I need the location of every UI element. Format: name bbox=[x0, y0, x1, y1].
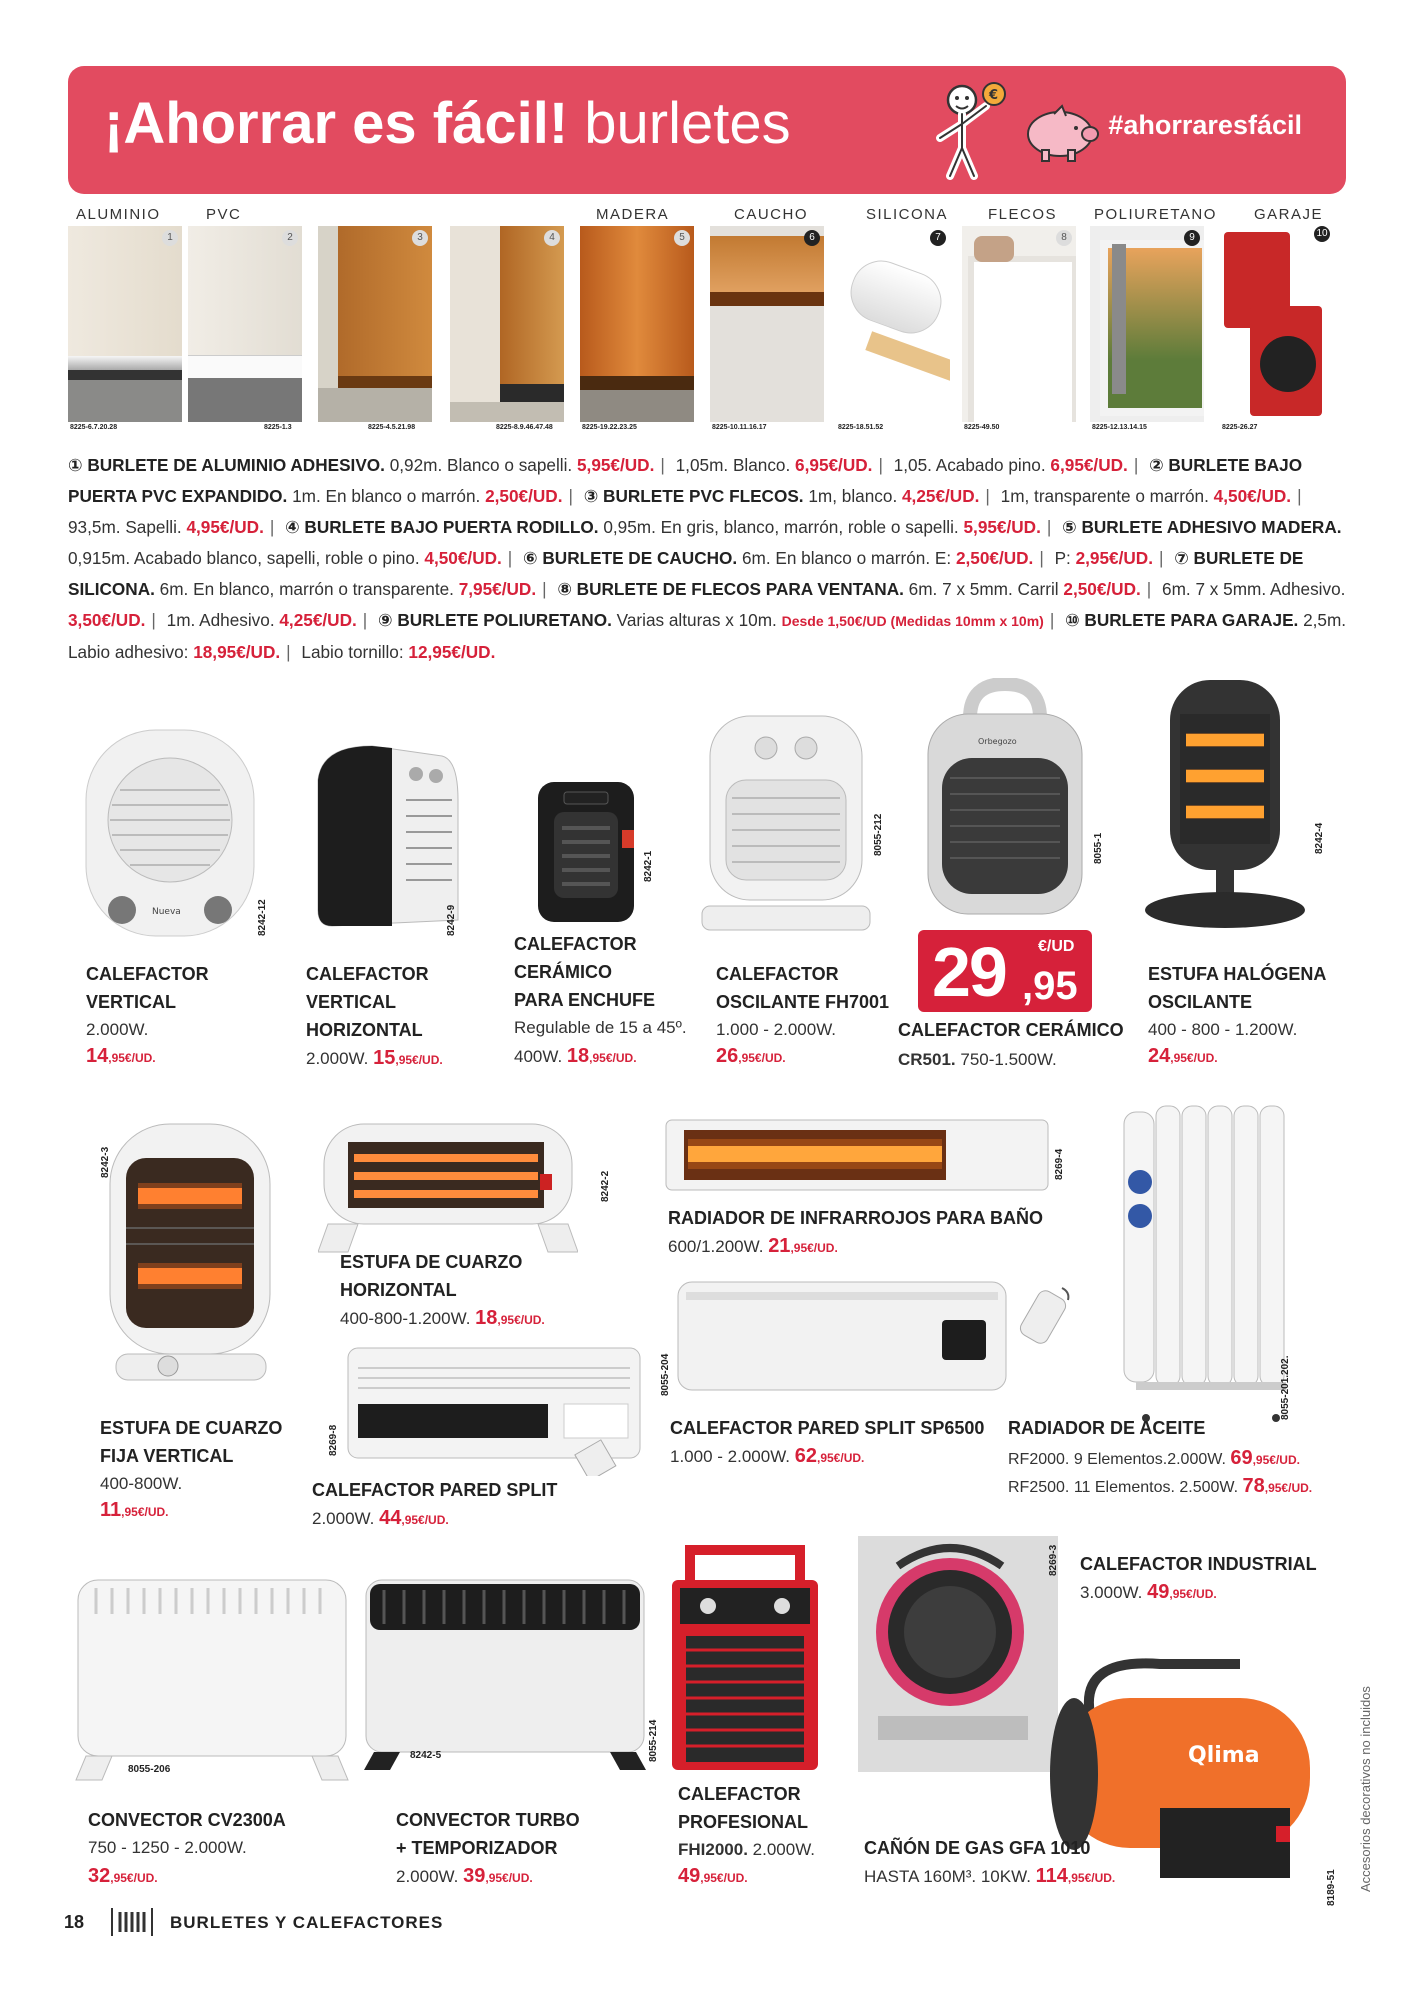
product-spec-line bbox=[1008, 1472, 1312, 1502]
price-dec: ,95€/UD. bbox=[395, 1053, 443, 1067]
product-spec: RF2500. 11 Elementos. 2.500W. bbox=[1008, 1479, 1243, 1496]
item-price: Desde 1,50€/UD (Medidas 10mm x 10m) bbox=[781, 613, 1044, 629]
thumb-number: 8 bbox=[1056, 230, 1072, 246]
product-name: CALEFACTOR PARED SPLIT SP6500 bbox=[670, 1418, 985, 1438]
price-dec: ,95€/UD. bbox=[1067, 1871, 1116, 1885]
product-code: 8055-204 bbox=[660, 1353, 671, 1396]
convector-cv2300a-image bbox=[72, 1574, 352, 1786]
product-spec: HASTA 160M³. 10KW. bbox=[864, 1867, 1036, 1886]
brand-logo: Orbegozo bbox=[978, 737, 1017, 746]
product-name: CALEFACTOR CERÁMICO PARA ENCHUFE bbox=[514, 934, 656, 1010]
price-dec: ,95 bbox=[1022, 964, 1078, 1008]
item-name: ⑦ BURLETE DE SILICONA. bbox=[68, 548, 1304, 599]
thumb-number: 6 bbox=[804, 230, 820, 246]
product-price bbox=[716, 1042, 786, 1072]
product-price bbox=[100, 1496, 169, 1526]
brand-logo: Nueva bbox=[152, 907, 181, 917]
product-name: ESTUFA HALÓGENA OSCILANTE bbox=[1148, 964, 1327, 1012]
product-spec: 2.000W. bbox=[306, 1049, 374, 1068]
section-title: BURLETES Y CALEFACTORES bbox=[170, 1913, 444, 1932]
item-name: ② BURLETE BAJO PUERTA PVC EXPANDIDO. bbox=[68, 455, 1303, 506]
price-dec: ,95€/UD. bbox=[1252, 1453, 1300, 1467]
banner-title-bold: ¡Ahorrar es fácil! bbox=[104, 91, 569, 156]
product-spec: 2.000W. bbox=[86, 1020, 149, 1039]
product-code: 8055-1 bbox=[1093, 832, 1104, 864]
product-code: 8225-19.22.23.25 bbox=[582, 424, 637, 431]
price-int: 78 bbox=[1242, 1475, 1265, 1497]
item-text: 2,5m. Labio adhesivo: bbox=[68, 610, 1347, 662]
price-int: 24 bbox=[1148, 1045, 1171, 1067]
product-spec-line bbox=[514, 1042, 637, 1072]
price-dec: ,95€/UD. bbox=[589, 1051, 637, 1065]
remote-control-icon bbox=[1018, 1282, 1078, 1352]
product-name: CALEFACTOR INDUSTRIAL bbox=[1080, 1554, 1317, 1574]
oil-radiator-image bbox=[1116, 1092, 1302, 1422]
product-spec-line bbox=[1080, 1578, 1217, 1608]
product-price bbox=[678, 1862, 748, 1892]
heater-ceramic-image bbox=[920, 678, 1090, 922]
price-dec: ,95€/UD. bbox=[738, 1051, 786, 1065]
product-spec: 750-1.500W. bbox=[955, 1050, 1057, 1069]
item-text: 93,5m. Sapelli. bbox=[68, 517, 187, 537]
price-int: 32 bbox=[88, 1865, 111, 1887]
price-int: 39 bbox=[463, 1865, 486, 1887]
price-int: 49 bbox=[1147, 1581, 1170, 1603]
product-code: 8242-3 bbox=[100, 1146, 111, 1178]
burletes-description: ① BURLETE DE ALUMINIO ADHESIVO. 0,92m. Blanco o sapelli. 5,95€/UD. | 1,05m. Blanco. 6,95€/UD. | 1,05. Acabado pino. 6,95€/UD. | ② BURLETE BAJO PUERTA PVC EXPANDIDO. 1m. En blanco o marrón. 2,50€/UD. | ③ BURLETE PVC FLECOS. 1m, blanco. 4,25€/UD. | 1m, transparente o marrón. 4,50€/UD. | 93,5m. Sapelli. 4,95€/UD. | ④ BURLETE BAJO PUERTA RODILLO. 0,95m. En gris, blanco, marrón, roble o sapelli. 5,95€/UD. | ⑤ BURLETE ADHESIVO MADERA. 0,915m. Acabado blanco, sapelli, roble o pino. 4,50€/UD. | ⑥ BURLETE DE CAUCHO. 6m. En blanco o marrón. E: 2,50€/UD. | P: 2,95€/UD. | ⑦ BURLETE DE SILICONA. 6m. En blanco, marrón o transparente. 7,95€/UD. | ⑧ BURLETE DE FLECOS PARA VENTANA. 6m. 7 x 5mm. Carril 2,50€/UD. | 6m. 7 x 5mm. Adhesivo. 3,50€/UD. | 1m. Adhesivo. 4,25€/UD. | ⑨ BURLETE POLIURETANO. Varias alturas x 10m. Desde 1,50€/UD (Medidas 10mm x 10m) | ⑩ BURLETE PARA GARAJE. 2,5m. Labio adhesivo: 18,95€/UD. | Labio tornillo: 12,95€/UD. bbox=[68, 455, 1347, 662]
mascot-icon bbox=[928, 76, 1028, 184]
item-price: 5,95€/UD. bbox=[576, 455, 655, 475]
heater-plug-image bbox=[534, 778, 638, 928]
thumb-flecos bbox=[962, 226, 1076, 422]
item-name: ① BURLETE DE ALUMINIO ADHESIVO. bbox=[68, 455, 385, 475]
product-code: 8225-1.3 bbox=[264, 424, 292, 431]
product-spec-line bbox=[396, 1862, 533, 1892]
category-label: ALUMINIO bbox=[76, 206, 161, 223]
convector-turbo-image bbox=[360, 1574, 650, 1770]
thumb-pvc bbox=[188, 226, 302, 422]
item-text: 0,92m. Blanco o sapelli. bbox=[384, 455, 577, 475]
heater-vertical-horizontal-image bbox=[312, 740, 462, 936]
product-code: 8225-8.9.46.47.48 bbox=[496, 424, 553, 431]
product-spec: 2.000W. bbox=[312, 1509, 380, 1528]
item-text: 0,95m. En gris, blanco, marrón, roble o sapelli. bbox=[598, 517, 964, 537]
product-name: CALEFACTOR VERTICAL HORIZONTAL bbox=[306, 964, 429, 1040]
product-code: 8225-12.13.14.15 bbox=[1092, 424, 1147, 431]
wall-split-image bbox=[344, 1344, 644, 1476]
product-name: ESTUFA DE CUARZO FIJA VERTICAL bbox=[100, 1418, 283, 1466]
price-dec: ,95€/UD. bbox=[817, 1451, 865, 1465]
price-int: 26 bbox=[716, 1045, 739, 1067]
price-dec: ,95€/UD. bbox=[108, 1051, 156, 1065]
product-spec: 1.000 - 2.000W. bbox=[670, 1447, 795, 1466]
product-name: RADIADOR DE ACEITE bbox=[1008, 1418, 1206, 1438]
product-spec: 400 - 800 - 1.200W. bbox=[1148, 1020, 1298, 1039]
item-name: ⑨ BURLETE POLIURETANO. bbox=[378, 610, 612, 630]
product-name: RADIADOR DE INFRARROJOS PARA BAÑO bbox=[668, 1208, 1044, 1228]
category-label: PVC bbox=[206, 206, 242, 223]
product-code: 8242-9 bbox=[446, 904, 457, 936]
category-label: GARAJE bbox=[1254, 206, 1324, 223]
product-code: 8225-49.50 bbox=[964, 424, 1000, 431]
item-price: 12,95€/UD. bbox=[408, 642, 496, 662]
item-price: 6,95€/UD. bbox=[795, 455, 873, 475]
thumb-number: 3 bbox=[412, 230, 428, 246]
product-code: 8225-18.51.52 bbox=[838, 424, 884, 431]
item-text: 1m. Adhesivo. bbox=[161, 610, 280, 630]
price-unit: €/UD bbox=[1038, 938, 1075, 955]
item-text: 1m, blanco. bbox=[803, 486, 902, 506]
item-text: 1,05m. Blanco. bbox=[670, 455, 796, 475]
product-code: 8269-4 bbox=[1054, 1148, 1065, 1180]
thumb-number: 4 bbox=[544, 230, 560, 246]
svg-text:€: € bbox=[989, 88, 999, 103]
item-price: 4,50€/UD. bbox=[1213, 486, 1292, 506]
price-dec: ,95€/UD. bbox=[121, 1505, 169, 1519]
hashtag: #ahorraresfácil bbox=[1108, 110, 1302, 140]
item-price: 18,95€/UD. bbox=[193, 642, 281, 662]
price-int: 15 bbox=[373, 1047, 396, 1069]
product-code: 8242-4 bbox=[1314, 822, 1325, 854]
price-int: 11 bbox=[100, 1499, 122, 1521]
thumb-pvc-flecos bbox=[318, 226, 432, 422]
item-text: Varias alturas x 10m. bbox=[611, 610, 782, 630]
product-spec: 600/1.200W. bbox=[668, 1237, 769, 1256]
item-text: 6m. 7 x 5mm. Adhesivo. bbox=[1157, 579, 1346, 599]
product-spec-line bbox=[340, 1304, 545, 1334]
thumb-number: 1 bbox=[162, 230, 178, 246]
product-price bbox=[86, 1042, 156, 1072]
product-name: CALEFACTOR VERTICAL bbox=[86, 964, 209, 1012]
thumb-aluminio bbox=[68, 226, 182, 422]
item-name: ⑥ BURLETE DE CAUCHO. bbox=[523, 548, 738, 568]
product-price bbox=[1148, 1042, 1218, 1072]
product-spec: 400W. bbox=[514, 1047, 567, 1066]
product-code: 8225-26.27 bbox=[1222, 424, 1258, 431]
item-text: 6m. En blanco, marrón o transparente. bbox=[154, 579, 459, 599]
item-price: 4,25€/UD. bbox=[279, 610, 357, 630]
item-name: ④ BURLETE BAJO PUERTA RODILLO. bbox=[285, 517, 599, 537]
header-banner bbox=[68, 66, 1346, 194]
thumb-number: 2 bbox=[282, 230, 298, 246]
product-spec-line bbox=[898, 1046, 1057, 1074]
heater-vertical-image bbox=[80, 720, 260, 946]
price-dec: ,95€/UD. bbox=[497, 1313, 545, 1327]
banner-title bbox=[104, 90, 791, 157]
heater-section-icon bbox=[108, 1904, 156, 1940]
product-spec: 2.000W. bbox=[396, 1867, 464, 1886]
item-text: 1m, transparente o marrón. bbox=[995, 486, 1214, 506]
product-name: CONVECTOR TURBO + TEMPORIZADOR bbox=[396, 1810, 580, 1858]
thumb-silicona bbox=[836, 226, 950, 422]
product-spec-line bbox=[678, 1836, 815, 1864]
item-text: P: bbox=[1049, 548, 1076, 568]
item-price: 2,95€/UD. bbox=[1075, 548, 1153, 568]
price-dec: ,95€/UD. bbox=[700, 1871, 748, 1885]
item-price: 5,95€/UD. bbox=[963, 517, 1041, 537]
price-int: 14 bbox=[86, 1045, 109, 1067]
category-label: POLIURETANO bbox=[1094, 206, 1217, 223]
product-code: 8055-201.202. bbox=[1280, 1355, 1291, 1420]
product-spec: 2.000W. bbox=[747, 1840, 816, 1859]
item-price: 4,95€/UD. bbox=[186, 517, 264, 537]
product-model: FHI2000. bbox=[678, 1840, 748, 1859]
category-label: FLECOS bbox=[988, 206, 1058, 223]
quartz-horizontal-image bbox=[318, 1118, 578, 1258]
price-int: 44 bbox=[379, 1507, 402, 1529]
item-name: ③ BURLETE PVC FLECOS. bbox=[583, 486, 804, 506]
price-int: 29 bbox=[932, 933, 1006, 1011]
price-dec: ,95€/UD. bbox=[401, 1513, 449, 1527]
price-int: 18 bbox=[475, 1307, 498, 1329]
product-code: 8269-3 bbox=[1048, 1544, 1059, 1576]
product-name: ESTUFA DE CUARZO HORIZONTAL bbox=[340, 1252, 523, 1300]
product-name: CALEFACTOR PROFESIONAL bbox=[678, 1784, 809, 1832]
item-name: ⑩ BURLETE PARA GARAJE. bbox=[1065, 610, 1299, 630]
product-code: 8242-1 bbox=[643, 850, 654, 882]
price-dec: ,95€/UD. bbox=[1170, 1051, 1218, 1065]
product-code: 8055-214 bbox=[648, 1719, 659, 1762]
thumb-number: 5 bbox=[674, 230, 690, 246]
product-code: 8242-2 bbox=[600, 1170, 611, 1202]
item-name: ⑧ BURLETE DE FLECOS PARA VENTANA. bbox=[557, 579, 904, 599]
item-price: 6,95€/UD. bbox=[1050, 455, 1128, 475]
infrared-bath-image bbox=[664, 1116, 1050, 1194]
price-int: 62 bbox=[794, 1445, 817, 1467]
product-spec-line bbox=[670, 1442, 864, 1472]
product-spec: 750 - 1250 - 2.000W. bbox=[88, 1838, 247, 1857]
category-label: CAUCHO bbox=[734, 206, 809, 223]
product-spec-line bbox=[306, 1044, 443, 1074]
product-code: 8242-5 bbox=[410, 1750, 442, 1761]
page-number: 18 bbox=[64, 1912, 85, 1932]
calefactor-profesional-image bbox=[662, 1540, 828, 1778]
price-int: 18 bbox=[566, 1045, 590, 1067]
product-name: CALEFACTOR PARED SPLIT bbox=[312, 1480, 558, 1500]
brand-logo: Qlima bbox=[1188, 1743, 1260, 1768]
product-spec: 400-800-1.200W. bbox=[340, 1309, 476, 1328]
product-code: 8225-10.11.16.17 bbox=[712, 424, 767, 431]
product-code: 8055-206 bbox=[128, 1764, 171, 1775]
category-label: SILICONA bbox=[866, 206, 949, 223]
banner-title-light: burletes bbox=[584, 91, 791, 156]
heater-oscillating-image bbox=[696, 710, 876, 936]
thumb-number: 10 bbox=[1314, 226, 1330, 242]
product-name: CALEFACTOR OSCILANTE FH7001 bbox=[716, 964, 890, 1012]
thumb-madera bbox=[580, 226, 694, 422]
thumb-garaje bbox=[1220, 226, 1334, 422]
category-label: MADERA bbox=[596, 206, 670, 223]
piggy-bank-icon bbox=[1018, 102, 1100, 164]
item-price: 2,50€/UD. bbox=[1063, 579, 1141, 599]
product-spec: Regulable de 15 a 45º. bbox=[514, 1018, 687, 1037]
product-code: 8189-51 bbox=[1326, 1869, 1337, 1906]
product-spec: 3.000W. bbox=[1080, 1583, 1148, 1602]
thumb-caucho bbox=[710, 226, 824, 422]
price-dec: ,95€/UD. bbox=[790, 1241, 838, 1255]
price-int: 69 bbox=[1230, 1447, 1253, 1469]
item-text: 6m. 7 x 5mm. Carril bbox=[903, 579, 1064, 599]
product-spec-line bbox=[668, 1232, 838, 1262]
item-text: 6m. En blanco o marrón. E: bbox=[737, 548, 956, 568]
item-text: 1,05. Acabado pino. bbox=[888, 455, 1051, 475]
product-spec-line bbox=[1008, 1444, 1300, 1474]
product-spec: 1.000 - 2.000W. bbox=[716, 1020, 837, 1039]
item-price: 4,25€/UD. bbox=[902, 486, 980, 506]
item-text: Labio tornillo: bbox=[296, 642, 409, 662]
product-code: 8055-212 bbox=[873, 813, 884, 856]
price-dec: ,95€/UD. bbox=[1264, 1481, 1313, 1495]
product-spec-line bbox=[864, 1862, 1115, 1892]
item-name: ⑤ BURLETE ADHESIVO MADERA. bbox=[1062, 517, 1342, 537]
item-price: 7,95€/UD. bbox=[458, 579, 537, 599]
price-int: 114 bbox=[1035, 1865, 1068, 1887]
product-spec-line bbox=[312, 1504, 449, 1534]
price-int: 49 bbox=[678, 1865, 701, 1887]
product-name: CALEFACTOR CERÁMICO bbox=[898, 1020, 1124, 1040]
product-code: 8242-12 bbox=[257, 899, 268, 936]
price-dec: ,95€/UD. bbox=[110, 1871, 158, 1885]
item-price: 2,50€/UD. bbox=[485, 486, 563, 506]
product-name: CONVECTOR CV2300A bbox=[88, 1810, 286, 1830]
heater-halogen-image bbox=[1140, 674, 1310, 934]
calefactor-industrial-image bbox=[858, 1536, 1058, 1772]
price-dec: ,95€/UD. bbox=[1169, 1587, 1217, 1601]
product-code: 8269-8 bbox=[328, 1424, 339, 1456]
item-text: 0,915m. Acabado blanco, sapelli, roble o pino. bbox=[68, 548, 425, 568]
wall-split-sp6500-image bbox=[672, 1276, 1012, 1396]
price-dec: ,95€/UD. bbox=[485, 1871, 533, 1885]
item-price: 2,50€/UD. bbox=[955, 548, 1034, 568]
product-spec: RF2000. 9 Elementos.2.000W. bbox=[1008, 1451, 1231, 1468]
price-int: 21 bbox=[768, 1235, 791, 1257]
product-price bbox=[88, 1862, 158, 1892]
item-price: 4,50€/UD. bbox=[424, 548, 502, 568]
item-text: 1m. En blanco o marrón. bbox=[287, 486, 486, 506]
thumb-number: 7 bbox=[930, 230, 946, 246]
thumb-poliuretano bbox=[1090, 226, 1204, 422]
thumb-rodillo bbox=[450, 226, 564, 422]
thumb-number: 9 bbox=[1184, 230, 1200, 246]
featured-price-badge bbox=[918, 930, 1092, 1012]
product-name: CAÑÓN DE GAS GFA 1010 bbox=[864, 1838, 1091, 1858]
product-code: 8225-4.5.21.98 bbox=[368, 424, 416, 431]
product-code: 8225-6.7.20.28 bbox=[70, 424, 118, 431]
product-model: CR501. bbox=[898, 1050, 956, 1069]
quartz-vertical-image bbox=[96, 1118, 286, 1388]
disclaimer-note: Accesorios decorativos no incluidos bbox=[1358, 1686, 1373, 1892]
item-price: 3,50€/UD. bbox=[68, 610, 146, 630]
product-spec: 400-800W. bbox=[100, 1474, 183, 1493]
